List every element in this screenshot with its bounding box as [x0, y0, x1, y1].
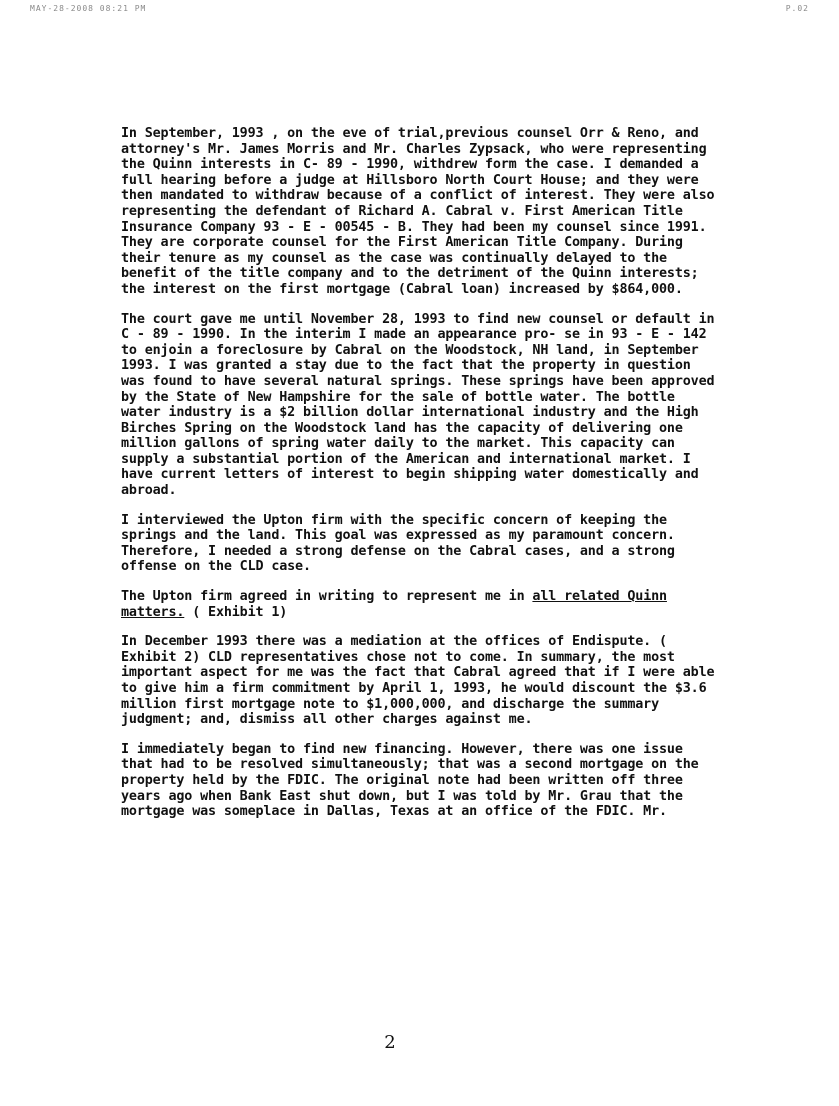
- upton-underlined-text: all related Quinn matters.: [121, 589, 667, 620]
- upton-text-after: ( Exhibit 1): [184, 604, 288, 620]
- paragraph-6: I immediately began to find new financing. However, there was one issue that had to be resolved simultaneously; that was a second mortgage on the property held by the FDIC. The original note had been written off three years ago when Bank East shut down, but I was told by Mr. Grau that the mortgage was someplace in Dallas, Texas at an office of the FDIC. Mr.: [121, 741, 699, 820]
- document-body: [121, 126, 721, 834]
- fax-timestamp: MAY-28-2008 08:21 PM: [30, 4, 147, 13]
- fax-page-indicator: P.02: [785, 4, 809, 13]
- paragraph-5: In December 1993 there was a mediation at the offices of Endispute. ( Exhibit 2) CLD representatives chose not to come. In summary, the most important aspect for me was the fact that Cabral agreed that if I were able to give him a firm commitment by April 1, 1993, he would discount the $3.6 million first mortgage note to $1,000,000, and discharge the summary judgment; and, dismiss all other charges against me.: [121, 634, 715, 728]
- page-number: 2: [384, 1032, 396, 1053]
- upton-text-before: The Upton firm agreed in writing to represent me in: [121, 589, 533, 605]
- paragraph-3: I interviewed the Upton firm with the specific concern of keeping the springs and the land. This goal was expressed as my paramount concern. Therefore, I needed a strong defense on the Cabral cases, and a strong offense on the CLD case.: [121, 512, 675, 575]
- paragraph-2: The court gave me until November 28, 1993 to find new counsel or default in C - 89 - 1990. In the interim I made an appearance pro- se in 93 - E - 142 to enjoin a foreclosure by Cabral on the Woodstock, NH land, in September 1993. I was granted a stay due to the fact that the property in question was found to have several natural springs. These springs have been approved by the State of New Hampshire for the sale of bottle water. The bottle water industry is a $2 billion dollar international industry and the High Birches Spring on the Woodstock land has the capacity of delivering one million gallons of spring water daily to the market. This capacity can supply a substantial portion of the American and international market. I have current letters of interest to begin shipping water domestically and abroad.: [121, 311, 715, 499]
- paragraph-1: In September, 1993 , on the eve of trial,previous counsel Orr & Reno, and attorney's Mr. James Morris and Mr. Charles Zypsack, who were representing the Quinn interests in C- 89 - 1990, withdrew form the case. I demanded a full hearing before a judge at Hillsboro North Court House; and they were then mandated to withdraw because of a conflict of interest. They were also representing the defendant of Richard A. Cabral v. First American Title Insurance Company 93 - E - 00545 - B. They had been my counsel since 1991. They are corporate counsel for the First American Title Company. During their tenure as my counsel as the case was continually delayed to the benefit of the title company and to the detriment of the Quinn interests; the interest on the first mortgage (Cabral loan) increased by $864,000.: [121, 126, 715, 297]
- fax-header: [30, 4, 809, 16]
- paragraph-4: [121, 589, 721, 620]
